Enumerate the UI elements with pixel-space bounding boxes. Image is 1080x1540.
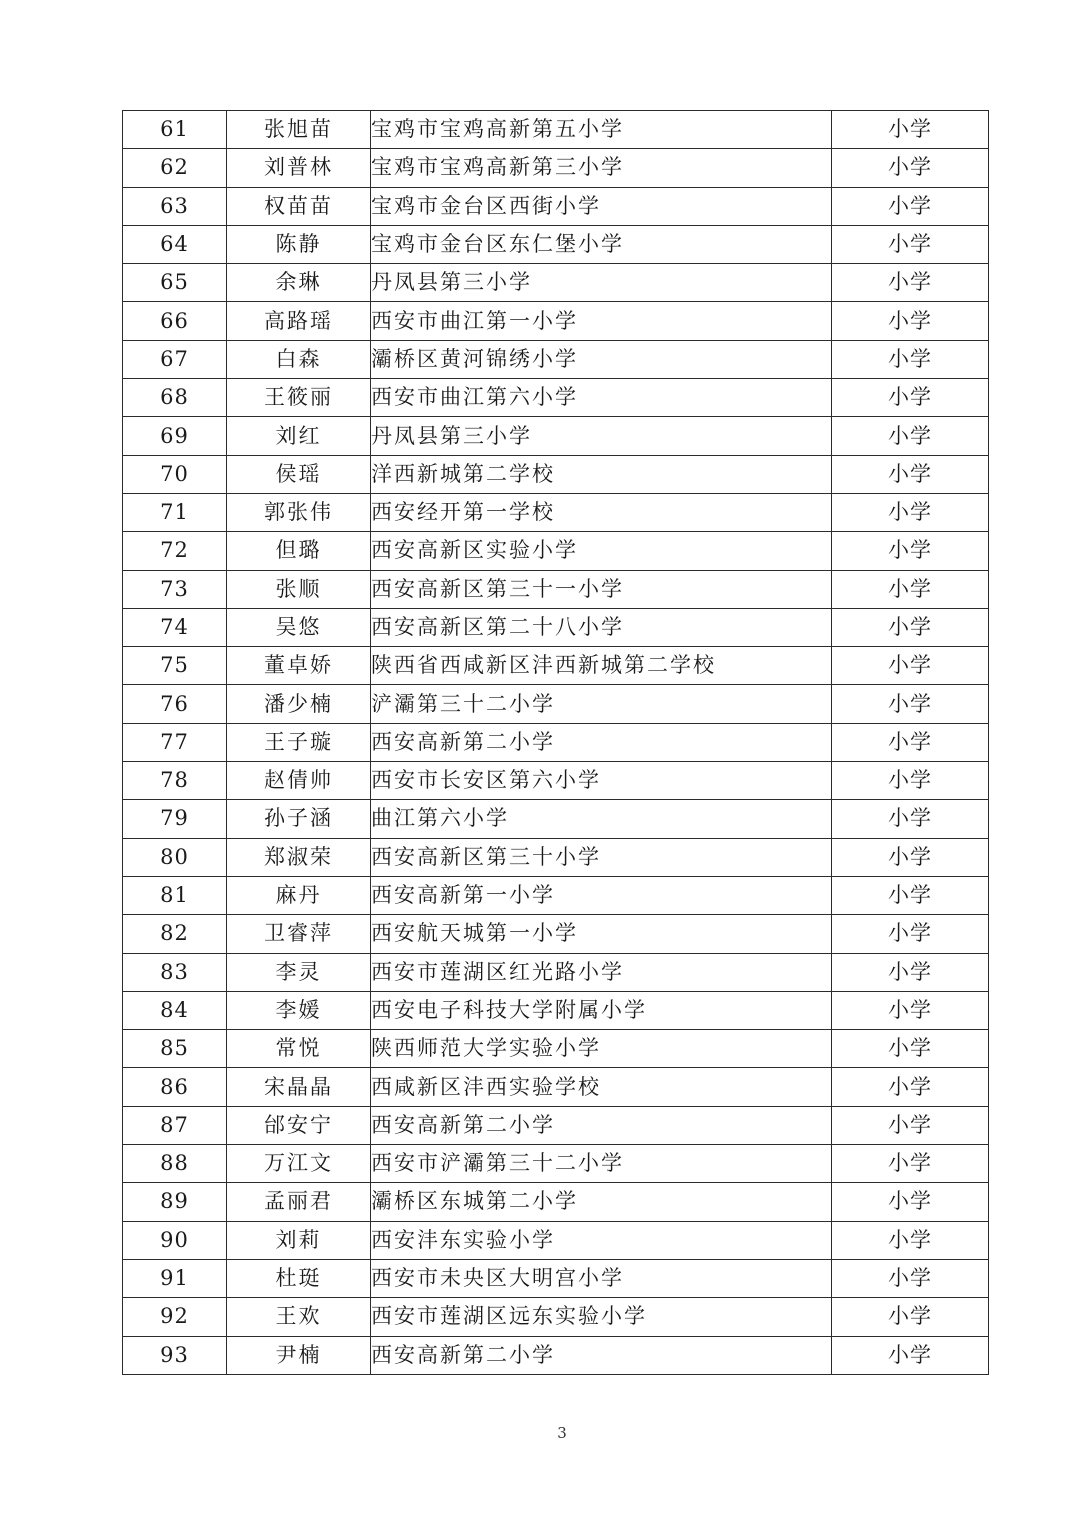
school-level-cell: 小学 [832,838,989,876]
school-name-cell: 西安高新第二小学 [371,1336,832,1374]
table-row [123,532,989,570]
page-number: 3 [557,1424,567,1442]
table-row [123,608,989,646]
school-name-cell: 西安高新区第二十八小学 [371,608,832,646]
row-number-cell: 85 [123,1030,227,1068]
table-row [123,838,989,876]
row-number-cell: 90 [123,1221,227,1259]
row-number-cell: 92 [123,1298,227,1336]
person-name-cell: 杜珽 [227,1259,371,1297]
table-row [123,225,989,263]
school-name-cell: 宝鸡市金台区东仁堡小学 [371,225,832,263]
school-level-cell: 小学 [832,264,989,302]
roster-table-body [123,111,989,1375]
person-name-cell: 王欢 [227,1298,371,1336]
school-level-cell: 小学 [832,608,989,646]
school-name-cell: 西安电子科技大学附属小学 [371,991,832,1029]
table-row [123,1030,989,1068]
school-level-cell: 小学 [832,1145,989,1183]
school-name-cell: 西安沣东实验小学 [371,1221,832,1259]
school-level-cell: 小学 [832,1221,989,1259]
person-name-cell: 邰安宁 [227,1106,371,1144]
person-name-cell: 常悦 [227,1030,371,1068]
school-level-cell: 小学 [832,379,989,417]
person-name-cell: 刘红 [227,417,371,455]
school-level-cell: 小学 [832,1298,989,1336]
school-level-cell: 小学 [832,455,989,493]
person-name-cell: 宋晶晶 [227,1068,371,1106]
row-number-cell: 89 [123,1183,227,1221]
person-name-cell: 麻丹 [227,876,371,914]
school-level-cell: 小学 [832,1030,989,1068]
school-name-cell: 灞桥区东城第二小学 [371,1183,832,1221]
person-name-cell: 万江文 [227,1145,371,1183]
table-row [123,149,989,187]
table-row [123,455,989,493]
school-name-cell: 洋西新城第二学校 [371,455,832,493]
person-name-cell: 董卓娇 [227,647,371,685]
person-name-cell: 王筱丽 [227,379,371,417]
table-row [123,1106,989,1144]
person-name-cell: 刘莉 [227,1221,371,1259]
person-name-cell: 权苗苗 [227,187,371,225]
row-number-cell: 83 [123,953,227,991]
table-row [123,685,989,723]
row-number-cell: 75 [123,647,227,685]
table-row [123,264,989,302]
school-level-cell: 小学 [832,762,989,800]
person-name-cell: 高路瑶 [227,302,371,340]
school-name-cell: 西安市长安区第六小学 [371,762,832,800]
school-name-cell: 曲江第六小学 [371,800,832,838]
row-number-cell: 81 [123,876,227,914]
school-level-cell: 小学 [832,1106,989,1144]
school-level-cell: 小学 [832,340,989,378]
table-row [123,1183,989,1221]
table-row [123,953,989,991]
table-row [123,340,989,378]
school-name-cell: 西安市莲湖区红光路小学 [371,953,832,991]
row-number-cell: 69 [123,417,227,455]
school-level-cell: 小学 [832,953,989,991]
row-number-cell: 78 [123,762,227,800]
school-name-cell: 丹凤县第三小学 [371,264,832,302]
row-number-cell: 82 [123,915,227,953]
person-name-cell: 尹楠 [227,1336,371,1374]
table-row [123,762,989,800]
school-level-cell: 小学 [832,111,989,149]
person-name-cell: 郑淑荣 [227,838,371,876]
row-number-cell: 74 [123,608,227,646]
table-row [123,723,989,761]
person-name-cell: 余琳 [227,264,371,302]
school-name-cell: 西安市浐灞第三十二小学 [371,1145,832,1183]
school-name-cell: 西安航天城第一小学 [371,915,832,953]
row-number-cell: 62 [123,149,227,187]
school-level-cell: 小学 [832,915,989,953]
row-number-cell: 93 [123,1336,227,1374]
row-number-cell: 65 [123,264,227,302]
person-name-cell: 白森 [227,340,371,378]
school-level-cell: 小学 [832,187,989,225]
school-level-cell: 小学 [832,532,989,570]
school-name-cell: 西安市曲江第一小学 [371,302,832,340]
row-number-cell: 72 [123,532,227,570]
table-row [123,379,989,417]
row-number-cell: 84 [123,991,227,1029]
row-number-cell: 71 [123,493,227,531]
school-level-cell: 小学 [832,417,989,455]
school-level-cell: 小学 [832,800,989,838]
row-number-cell: 63 [123,187,227,225]
school-name-cell: 西安高新第二小学 [371,723,832,761]
table-row [123,417,989,455]
school-name-cell: 浐灞第三十二小学 [371,685,832,723]
person-name-cell: 侯瑶 [227,455,371,493]
table-row [123,302,989,340]
school-name-cell: 西安高新区第三十小学 [371,838,832,876]
person-name-cell: 赵倩帅 [227,762,371,800]
school-level-cell: 小学 [832,302,989,340]
row-number-cell: 80 [123,838,227,876]
table-row [123,1259,989,1297]
school-name-cell: 宝鸡市宝鸡高新第五小学 [371,111,832,149]
school-name-cell: 宝鸡市宝鸡高新第三小学 [371,149,832,187]
school-level-cell: 小学 [832,1259,989,1297]
school-level-cell: 小学 [832,570,989,608]
table-row [123,1298,989,1336]
school-name-cell: 陕西省西咸新区沣西新城第二学校 [371,647,832,685]
table-row [123,493,989,531]
table-row [123,800,989,838]
school-name-cell: 陕西师范大学实验小学 [371,1030,832,1068]
school-level-cell: 小学 [832,149,989,187]
school-level-cell: 小学 [832,1336,989,1374]
school-level-cell: 小学 [832,876,989,914]
row-number-cell: 66 [123,302,227,340]
school-name-cell: 宝鸡市金台区西街小学 [371,187,832,225]
person-name-cell: 陈静 [227,225,371,263]
table-row [123,187,989,225]
school-level-cell: 小学 [832,225,989,263]
table-row [123,570,989,608]
school-level-cell: 小学 [832,1068,989,1106]
table-row [123,647,989,685]
school-name-cell: 西安市未央区大明宫小学 [371,1259,832,1297]
person-name-cell: 张旭苗 [227,111,371,149]
person-name-cell: 孟丽君 [227,1183,371,1221]
row-number-cell: 61 [123,111,227,149]
person-name-cell: 郭张伟 [227,493,371,531]
row-number-cell: 91 [123,1259,227,1297]
table-row [123,991,989,1029]
person-name-cell: 刘普林 [227,149,371,187]
table-row [123,876,989,914]
school-name-cell: 西咸新区沣西实验学校 [371,1068,832,1106]
row-number-cell: 70 [123,455,227,493]
row-number-cell: 88 [123,1145,227,1183]
row-number-cell: 87 [123,1106,227,1144]
person-name-cell: 吴悠 [227,608,371,646]
row-number-cell: 86 [123,1068,227,1106]
row-number-cell: 73 [123,570,227,608]
table-row [123,1336,989,1374]
school-name-cell: 西安高新第二小学 [371,1106,832,1144]
person-name-cell: 李灵 [227,953,371,991]
row-number-cell: 67 [123,340,227,378]
person-name-cell: 孙子涵 [227,800,371,838]
row-number-cell: 76 [123,685,227,723]
person-name-cell: 但璐 [227,532,371,570]
row-number-cell: 68 [123,379,227,417]
school-level-cell: 小学 [832,1183,989,1221]
school-name-cell: 西安高新第一小学 [371,876,832,914]
person-name-cell: 李媛 [227,991,371,1029]
row-number-cell: 77 [123,723,227,761]
school-name-cell: 西安经开第一学校 [371,493,832,531]
school-name-cell: 灞桥区黄河锦绣小学 [371,340,832,378]
school-name-cell: 西安市莲湖区远东实验小学 [371,1298,832,1336]
school-level-cell: 小学 [832,723,989,761]
roster-table [122,110,989,1375]
school-name-cell: 西安高新区实验小学 [371,532,832,570]
row-number-cell: 64 [123,225,227,263]
school-level-cell: 小学 [832,685,989,723]
table-row [123,915,989,953]
person-name-cell: 潘少楠 [227,685,371,723]
table-row [123,1145,989,1183]
school-name-cell: 丹凤县第三小学 [371,417,832,455]
person-name-cell: 王子璇 [227,723,371,761]
school-level-cell: 小学 [832,647,989,685]
table-row [123,111,989,149]
school-level-cell: 小学 [832,991,989,1029]
school-name-cell: 西安高新区第三十一小学 [371,570,832,608]
school-level-cell: 小学 [832,493,989,531]
row-number-cell: 79 [123,800,227,838]
table-row [123,1221,989,1259]
table-row [123,1068,989,1106]
school-name-cell: 西安市曲江第六小学 [371,379,832,417]
person-name-cell: 卫睿萍 [227,915,371,953]
person-name-cell: 张顺 [227,570,371,608]
